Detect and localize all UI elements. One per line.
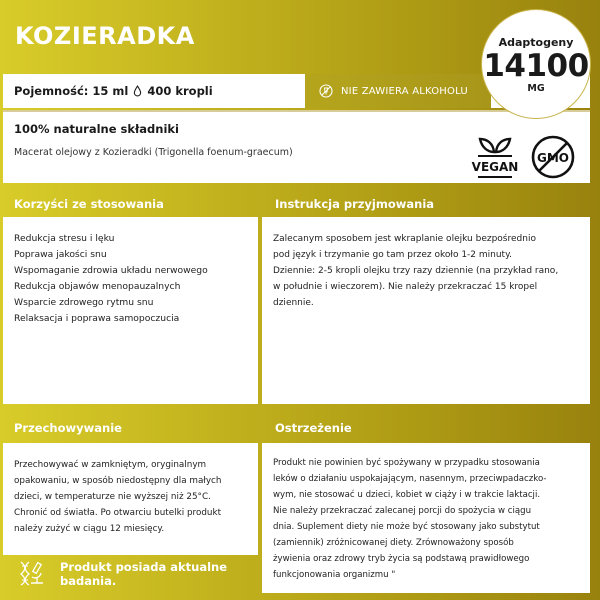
no-alcohol-badge [305, 74, 491, 108]
benefits-list [3, 217, 258, 327]
storage-line: Przechowywać w zamkniętym, oryginalnym [14, 460, 207, 470]
capacity-info [14, 84, 213, 98]
adaptogens-label: Adaptogeny [498, 36, 574, 49]
drop-icon [133, 85, 142, 97]
research-badge [18, 560, 240, 588]
instructions-text [262, 217, 590, 311]
benefit-item: Wsparcie zdrowego rytmu snu [14, 297, 154, 308]
warning-line: wym, nie stosować u dzieci, kobiet w ciąży i w trakcie laktacji. [273, 490, 541, 500]
benefit-item: Redukcja stresu i lęku [14, 233, 115, 244]
benefits-title: Korzyści ze stosowania [14, 197, 164, 211]
instructions-line: w południe i wieczorem). Nie należy przekraczać 15 kropel [273, 282, 538, 292]
adaptogens-badge [481, 9, 591, 119]
drops-count: 400 kropli [147, 84, 213, 98]
ingredients-title: 100% naturalne składniki [14, 122, 179, 136]
product-title: KOZIERADKA [15, 22, 195, 50]
warning-line: dnia. Suplement diety nie może być stosowany jako substytut [273, 522, 540, 532]
storage-panel [3, 443, 258, 555]
research-microscope-icon [18, 560, 44, 586]
vegan-label: VEGAN [471, 160, 519, 174]
warning-line: Produkt nie powinien być spożywany w przypadku stosowania [273, 458, 540, 468]
instructions-panel [262, 217, 590, 404]
storage-text [3, 443, 258, 537]
no-alcohol-icon [319, 84, 333, 98]
warning-panel [262, 443, 590, 593]
instructions-line: Zalecanym sposobem jest wkraplanie olejku bezpośrednio [273, 234, 536, 244]
storage-line: Chronić od światła. Po otwarciu butelki produkt [14, 508, 222, 518]
warning-text [262, 443, 590, 583]
instructions-line: Dziennie: 2-5 kropli olejku trzy razy dziennie (na przykład rano, [273, 266, 559, 276]
no-gmo-icon [530, 134, 576, 184]
warning-line: (zamiennik) zróżnicowanej diety. Zrównoważony sposób [273, 538, 514, 548]
storage-title: Przechowywanie [14, 421, 122, 435]
warning-line: funkcjonowania organizmu " [273, 570, 396, 580]
research-badge-text: Produkt posiada aktualne badania. [60, 560, 228, 588]
instructions-title: Instrukcja przyjmowania [275, 197, 435, 211]
storage-line: należy zużyć w ciągu 12 miesięcy. [14, 524, 165, 534]
adaptogens-value: 14100 [483, 48, 589, 84]
benefit-item: Poprawa jakości snu [14, 249, 107, 260]
warning-line: Nie należy przekraczać zalecanej porcji do spożycia w ciągu [273, 506, 532, 516]
storage-line: dzieci, w temperaturze nie wyższej niż 25°C. [14, 492, 211, 502]
capacity-label: Pojemność: 15 ml [14, 84, 129, 98]
warning-line: żywienia oraz zdrowy tryb życia są podstawą prawidłowego [273, 554, 530, 564]
instructions-line: pod język i trzymanie go tam przez około 1-2 minuty. [273, 250, 512, 260]
benefit-item: Redukcja objawów menopauzalnych [14, 281, 181, 292]
benefits-panel [3, 217, 258, 404]
storage-line: opakowaniu, w sposób niedostępny dla małych [14, 476, 222, 486]
instructions-line: dziennie. [273, 298, 314, 308]
gmo-label: GMO [537, 151, 569, 165]
no-alcohol-label: NIE ZAWIERA ALKOHOLU [341, 85, 468, 97]
warning-title: Ostrzeżenie [275, 421, 352, 435]
benefit-item: Relaksacja i poprawa samopoczucia [14, 313, 180, 324]
vegan-icon [470, 135, 520, 185]
ingredients-text: Macerat olejowy z Kozieradki (Trigonella foenum-graecum) [14, 147, 293, 158]
adaptogens-unit: MG [527, 83, 545, 94]
benefit-item: Wspomaganie zdrowia układu nerwowego [14, 265, 208, 276]
warning-line: leków o działaniu uspokajającym, nasennym, przeciwpadaczko- [273, 474, 547, 484]
